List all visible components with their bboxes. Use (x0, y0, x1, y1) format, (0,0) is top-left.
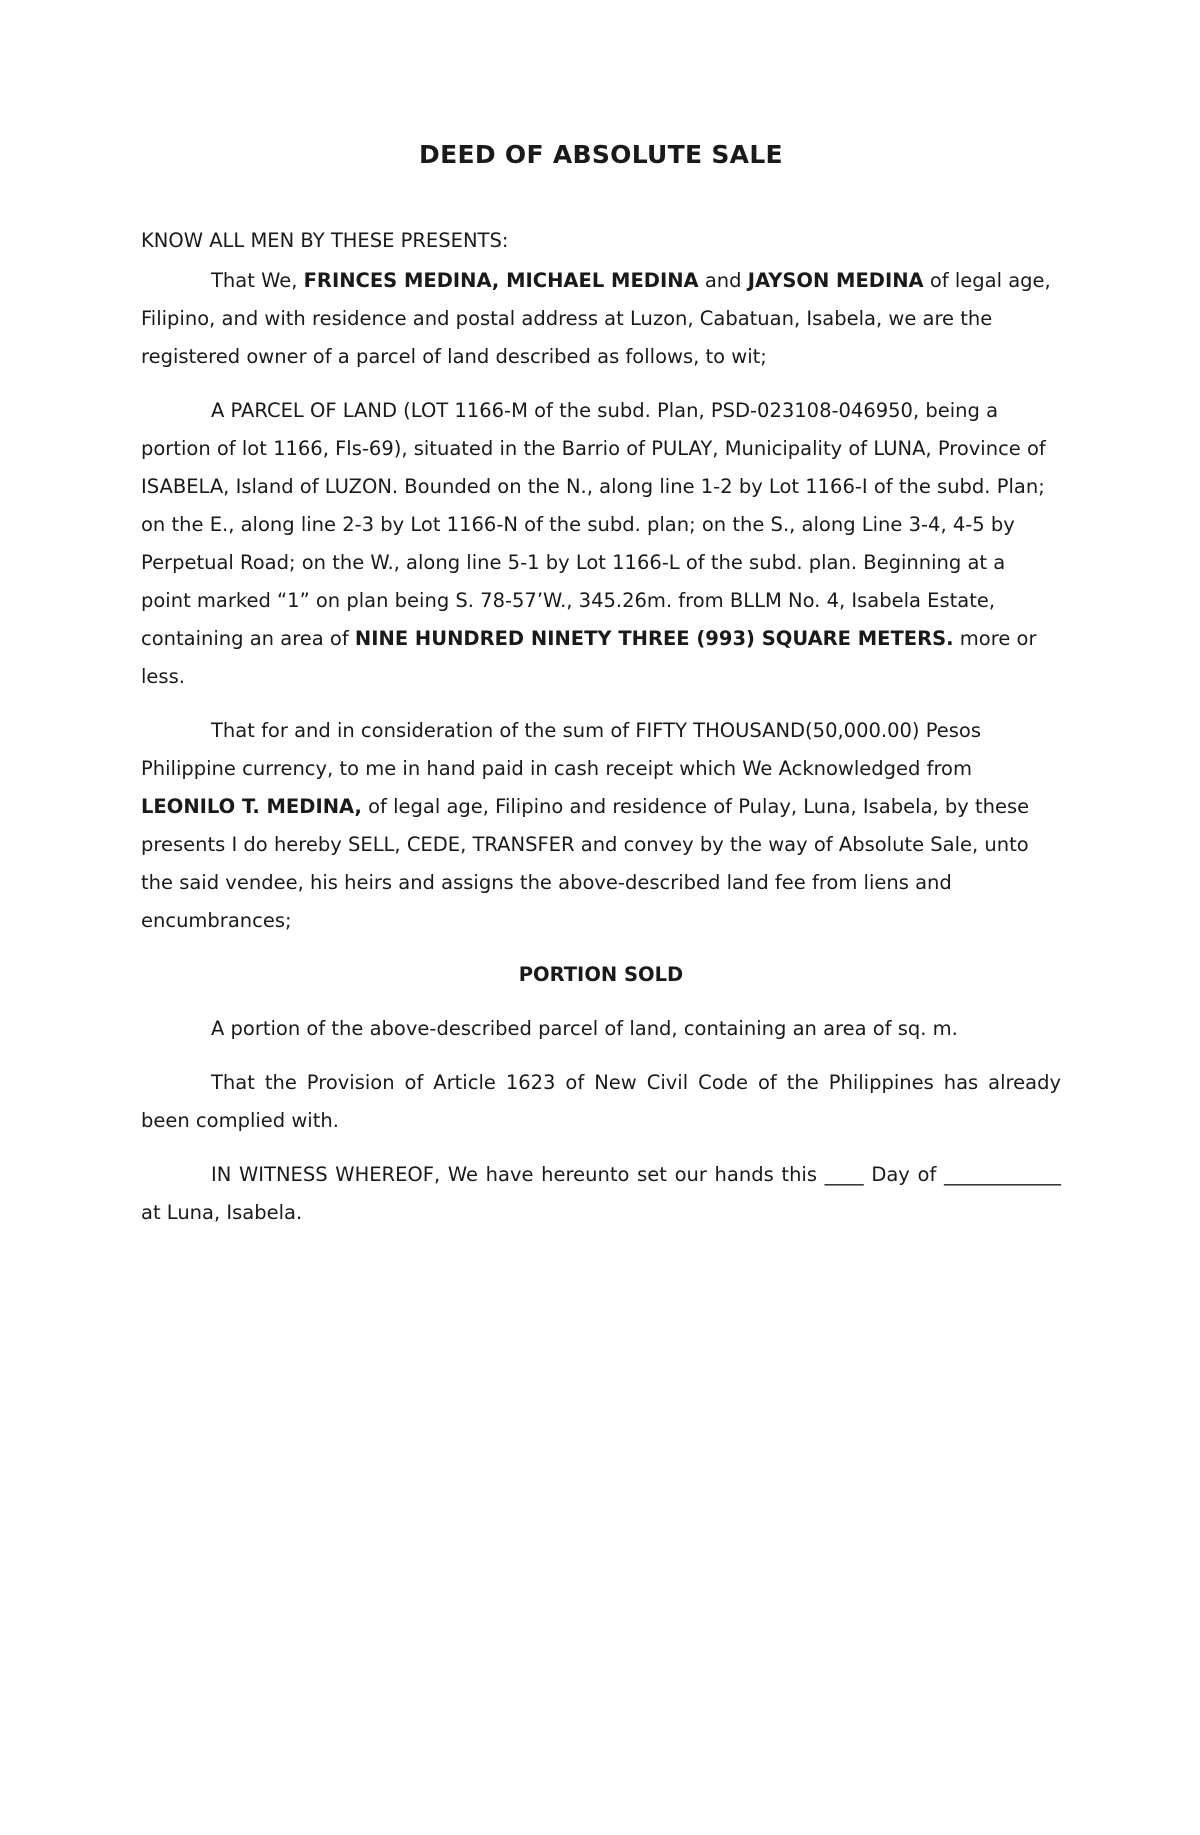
consideration-text-2: of legal age, Filipino and residence of Pulay, Luna, Isabela, by these presents I do hereby SELL, CEDE, TRANSFER and convey by the way of Absolute Sale, unto the said vendee, his heirs and assigns the above-described land fee from liens and encumbrances; (141, 795, 1030, 932)
owners-text-3: of legal age, Filipino, and with residence and postal address at Luzon, Cabatuan, Isabela, we are the registered owner of a parcel of land described as follows, to wit; (141, 269, 1051, 368)
portion-sold-heading: PORTION SOLD (518, 963, 684, 986)
owners-text-1: That We, (211, 269, 304, 292)
paragraph-owners (141, 262, 1061, 376)
owner-name-bold: JAYSON MEDINA (747, 269, 924, 292)
owners-names-bold: FRINCES MEDINA, MICHAEL MEDINA (303, 269, 699, 292)
paragraph-land-description (141, 392, 1061, 696)
paragraph-portion: A portion of the above-described parcel of land, containing an area of sq. m. (211, 1017, 958, 1040)
consideration-text-1: That for and in consideration of the sum of FIFTY THOUSAND(50,000.00) Pesos Philippine currency, to me in hand paid in cash receipt which We Acknowledged from (141, 719, 982, 780)
opening-line: KNOW ALL MEN BY THESE PRESENTS: (141, 229, 509, 252)
land-description-text: A PARCEL OF LAND (LOT 1166-M of the subd. Plan, PSD-023108-046950, being a portion of lot 1166, Fls-69), situated in the Barrio of PULAY, Municipality of LUNA, Province of ISABELA, Island of LUZON. Bounded on the N., along line 1-2 by Lot 1166-I of the subd. Plan; on the E., along line 2-3 by Lot 1166-N of the subd. plan; on the S., along Line 3-4, 4-5 by Perpetual Road; on the W., along line 5-1 by Lot 1166-L of the subd. plan. Beginning at a point marked “1” on plan being S. 78-57’W., 345.26m. from BLLM No. 4, Isabela Estate, containing an area of (141, 399, 1046, 650)
document-title: DEED OF ABSOLUTE SALE (419, 140, 783, 169)
paragraph-consideration (141, 712, 1061, 940)
land-area-bold: NINE HUNDRED NINETY THREE (993) SQUARE METERS. (354, 627, 954, 650)
vendee-name-bold: LEONILO T. MEDINA, (141, 795, 362, 818)
paragraph-witness: IN WITNESS WHEREOF, We have hereunto set our hands this ____ Day of ____________ at Luna, Isabela. (141, 1163, 1061, 1224)
land-description-end: more or less. (141, 627, 1037, 688)
paragraph-provision: That the Provision of Article 1623 of New Civil Code of the Philippines has already been complied with. (141, 1071, 1061, 1132)
owners-text-2: and (698, 269, 748, 292)
